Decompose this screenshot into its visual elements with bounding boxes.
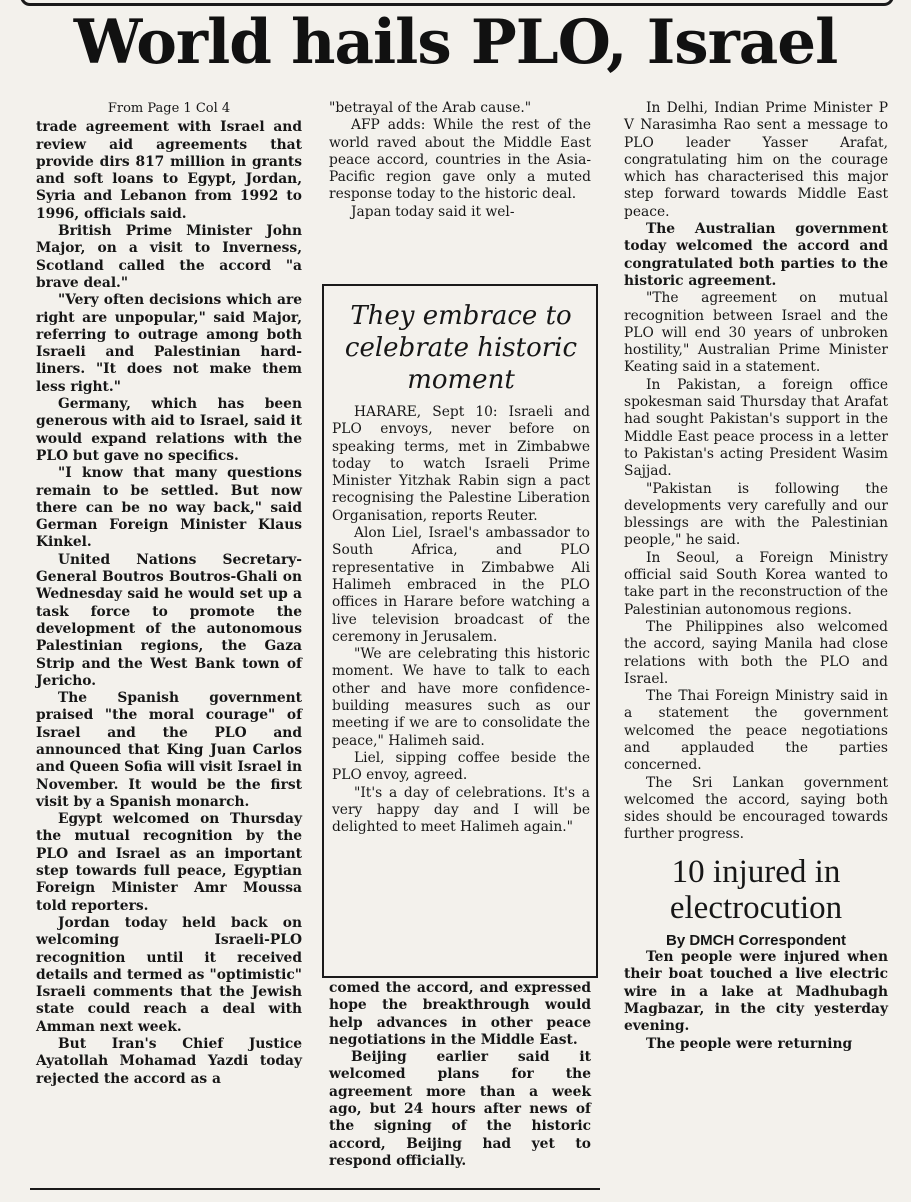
col2-paragraph: comed the accord, and expressed hope the breakthrough would help advances in other peace negotiations in the Middle East. xyxy=(329,980,591,1048)
box-paragraph: "It's a day of celebrations. It's a very happy day and I will be delighted to meet Halimeh again." xyxy=(332,784,590,836)
col1-paragraph: United Nations Secretary-General Boutros Boutros-Ghali on Wednesday said he would set up a task force to promote the development of the autonomous Palestinian regions, the Gaza Strip and the West Bank town of Jericho. xyxy=(36,551,302,689)
col3-paragraph: In Delhi, Indian Prime Minister P V Narasimha Rao sent a message to PLO leader Yasser Arafat, congratulating him on the courage which has characterised this major step forward towards Middle East peace. xyxy=(624,100,888,220)
col1-paragraph: The Spanish government praised "the moral courage" of Israel and the PLO and announced that King Juan Carlos and Queen Sofia will visit Israel in November. It would be the first visit by a Spanish monarch. xyxy=(36,690,302,810)
col3-paragraph: In Seoul, a Foreign Ministry official said South Korea wanted to take part in the reconstruction of the Palestinian autonomous regions. xyxy=(624,549,888,618)
col3-paragraph: "The agreement on mutual recognition between Israel and the PLO will end 30 years of unbroken hostility," Australian Prime Minister Keating said in a statement. xyxy=(624,290,888,376)
byline: By DMCH Correspondent xyxy=(665,931,846,949)
col3-paragraph: The Thai Foreign Ministry said in a statement the government welcomed the peace negotiations and applauded the parties concerned. xyxy=(624,688,888,774)
column-2-top xyxy=(329,100,591,221)
column-2-bottom xyxy=(329,980,591,1170)
col1-paragraph: British Prime Minister John Major, on a visit to Inverness, Scotland called the accord "a brave deal." xyxy=(36,223,302,291)
col1-paragraph: "I know that many questions remain to be settled. But now there can be no way back," said German Foreign Minister Klaus Kinkel. xyxy=(36,465,302,551)
col1-paragraph: Germany, which has been generous with aid to Israel, said it would expand relations with the PLO but gave no specifics. xyxy=(36,396,302,464)
col3-paragraph: In Pakistan, a foreign office spokesman said Thursday that Arafat had sought Pakistan's support in the Middle East peace process in a letter to Pakistan's acting President Wasim Sajjad. xyxy=(624,376,888,480)
col3-paragraph: The people were returning xyxy=(646,1035,853,1052)
page-headline: World hails PLO, Israel xyxy=(73,7,838,78)
secondary-headline: 10 injured in electrocution xyxy=(669,853,843,926)
col3-paragraph: The Sri Lankan government welcomed the accord, saying both sides should be encouraged towards further progress. xyxy=(624,774,888,843)
top-border-rule xyxy=(20,0,894,6)
col3-paragraph: The Philippines also welcomed the accord, saying Manila had close relations with both the PLO and Israel. xyxy=(624,618,888,687)
bottom-rule xyxy=(30,1188,600,1190)
box-paragraph: "We are celebrating this historic moment. We have to talk to each other and have more confidence-building measures such as our meeting if we are to consolidate the peace," Halimeh said. xyxy=(332,646,590,749)
box-paragraph: HARARE, Sept 10: Israeli and PLO envoys, never before on speaking terms, met in Zimbabwe today to watch Israeli Prime Minister Yitzhak Rabin sign a pact recognising the Palestine Liberation Organisation, reports Reuter. xyxy=(332,404,590,524)
sidebar-story-title: They embrace to celebrate historic moment xyxy=(344,301,578,395)
col2-paragraph: Japan today said it wel- xyxy=(351,203,515,220)
col1-paragraph: "Very often decisions which are right are unpopular," said Major, referring to outrage among both Israeli and Palestinian hard-liners. "It does not make them less right." xyxy=(36,292,302,395)
col2-paragraph: "betrayal of the Arab cause." xyxy=(329,100,532,116)
col3-paragraph: The Australian government today welcomed the accord and congratulated both parties to the historic agreement. xyxy=(624,221,888,289)
column-1 xyxy=(36,100,302,1200)
box-paragraph: Alon Liel, Israel's ambassador to South Africa, and PLO representative in Zimbabwe Ali Halimeh embraced in the PLO offices in Harare before watching a live television broadcast of the ceremony in Jerusalem. xyxy=(332,525,590,645)
col3-paragraph: "Pakistan is following the developments very carefully and our blessings are with the Palestinian people," he said. xyxy=(624,480,888,549)
sidebar-story-box xyxy=(322,284,598,978)
col1-paragraph: Jordan today held back on welcoming Israeli-PLO recognition until it received details and termed as "optimistic" Israeli comments that the Jewish state could reach a deal with Amman next week. xyxy=(36,914,302,1035)
column-3 xyxy=(624,100,888,1200)
col3-paragraph: Ten people were injured when their boat touched a live electric wire in a lake at Madhubagh Magbazar, in the city yesterday evening. xyxy=(624,949,888,1035)
col1-paragraph: But Iran's Chief Justice Ayatollah Mohamad Yazdi today rejected the accord as a xyxy=(36,1036,302,1087)
col2-paragraph: AFP adds: While the rest of the world raved about the Middle East peace accord, countries in the Asia- Pacific region gave only a muted response today to the historic deal. xyxy=(329,117,591,203)
dateline: From Page 1 Col 4 xyxy=(107,101,231,116)
box-paragraph: Liel, sipping coffee beside the PLO envoy, agreed. xyxy=(332,749,590,784)
col1-paragraph: trade agreement with Israel and review aid agreements that provide dirs 817 million in grants and soft loans to Egypt, Jordan, Syria and Lebanon from 1992 to 1996, officials said. xyxy=(36,119,302,222)
col1-paragraph: Egypt welcomed on Thursday the mutual recognition by the PLO and Israel as an important step towards full peace, Egyptian Foreign Minister Amr Moussa told reporters. xyxy=(36,811,302,914)
col2-paragraph: Beijing earlier said it welcomed plans for the agreement more than a week ago, but 24 hours after news of the signing of the historic accord, Beijing had yet to respond officially. xyxy=(329,1049,591,1169)
